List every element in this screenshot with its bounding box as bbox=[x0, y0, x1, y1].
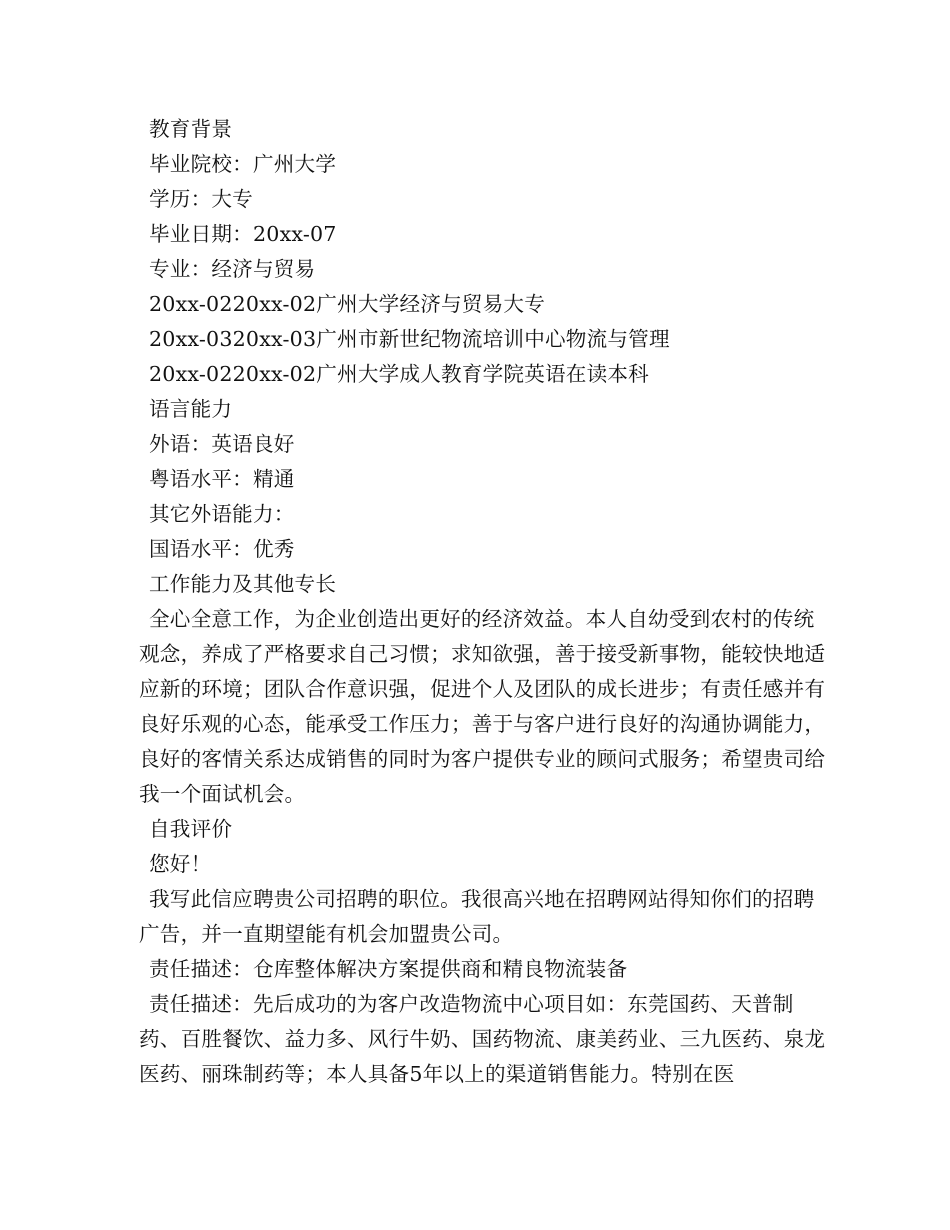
foreign-language-line: 外语：英语良好 bbox=[149, 432, 295, 456]
document-body bbox=[139, 112, 829, 1092]
education-record-3: 20xx-0220xx-02广州大学成人教育学院英语在读本科 bbox=[149, 362, 649, 386]
greeting-line: 您好！ bbox=[149, 852, 212, 876]
degree-line: 学历：大专 bbox=[149, 187, 253, 211]
duty-line-1: 责任描述：仓库整体解决方案提供商和精良物流装备 bbox=[149, 957, 628, 981]
major-line: 专业：经济与贸易 bbox=[149, 257, 316, 281]
section-heading-skills: 工作能力及其他专长 bbox=[149, 572, 337, 596]
education-record-1: 20xx-0220xx-02广州大学经济与贸易大专 bbox=[149, 292, 545, 316]
graduate-school-line: 毕业院校：广州大学 bbox=[149, 152, 337, 176]
other-language-line: 其它外语能力： bbox=[149, 502, 295, 526]
education-record-2: 20xx-0320xx-03广州市新世纪物流培训中心物流与管理 bbox=[149, 327, 670, 351]
duty-paragraph-2: 责任描述：先后成功的为客户改造物流中心项目如：东莞国药、天普制药、百胜餐饮、益力多、风行牛奶、国药物流、康美药业、三九医药、泉龙医药、丽珠制药等；本人具备5年以上的渠道销售能力。特别在医 bbox=[139, 992, 826, 1086]
section-heading-education: 教育背景 bbox=[149, 117, 233, 141]
skills-paragraph: 全心全意工作，为企业创造出更好的经济效益。本人自幼受到农村的传统观念，养成了严格要求自己习惯；求知欲强，善于接受新事物，能较快地适应新的环境；团队合作意识强，促进个人及团队的成长进步；有责任感并有良好乐观的心态，能承受工作压力；善于与客户进行良好的沟通协调能力，良好的客情关系达成销售的同时为客户提供专业的顾问式服务；希望贵司给我一个面试机会。 bbox=[139, 607, 826, 806]
intro-paragraph: 我写此信应聘贵公司招聘的职位。我很高兴地在招聘网站得知你们的招聘广告，并一直期望能有机会加盟贵公司。 bbox=[139, 887, 815, 946]
mandarin-level-line: 国语水平：优秀 bbox=[149, 537, 295, 561]
section-heading-language: 语言能力 bbox=[149, 397, 233, 421]
graduation-date-line: 毕业日期：20xx-07 bbox=[149, 222, 337, 246]
cantonese-level-line: 粤语水平：精通 bbox=[149, 467, 295, 491]
section-heading-self-evaluation: 自我评价 bbox=[149, 817, 233, 841]
